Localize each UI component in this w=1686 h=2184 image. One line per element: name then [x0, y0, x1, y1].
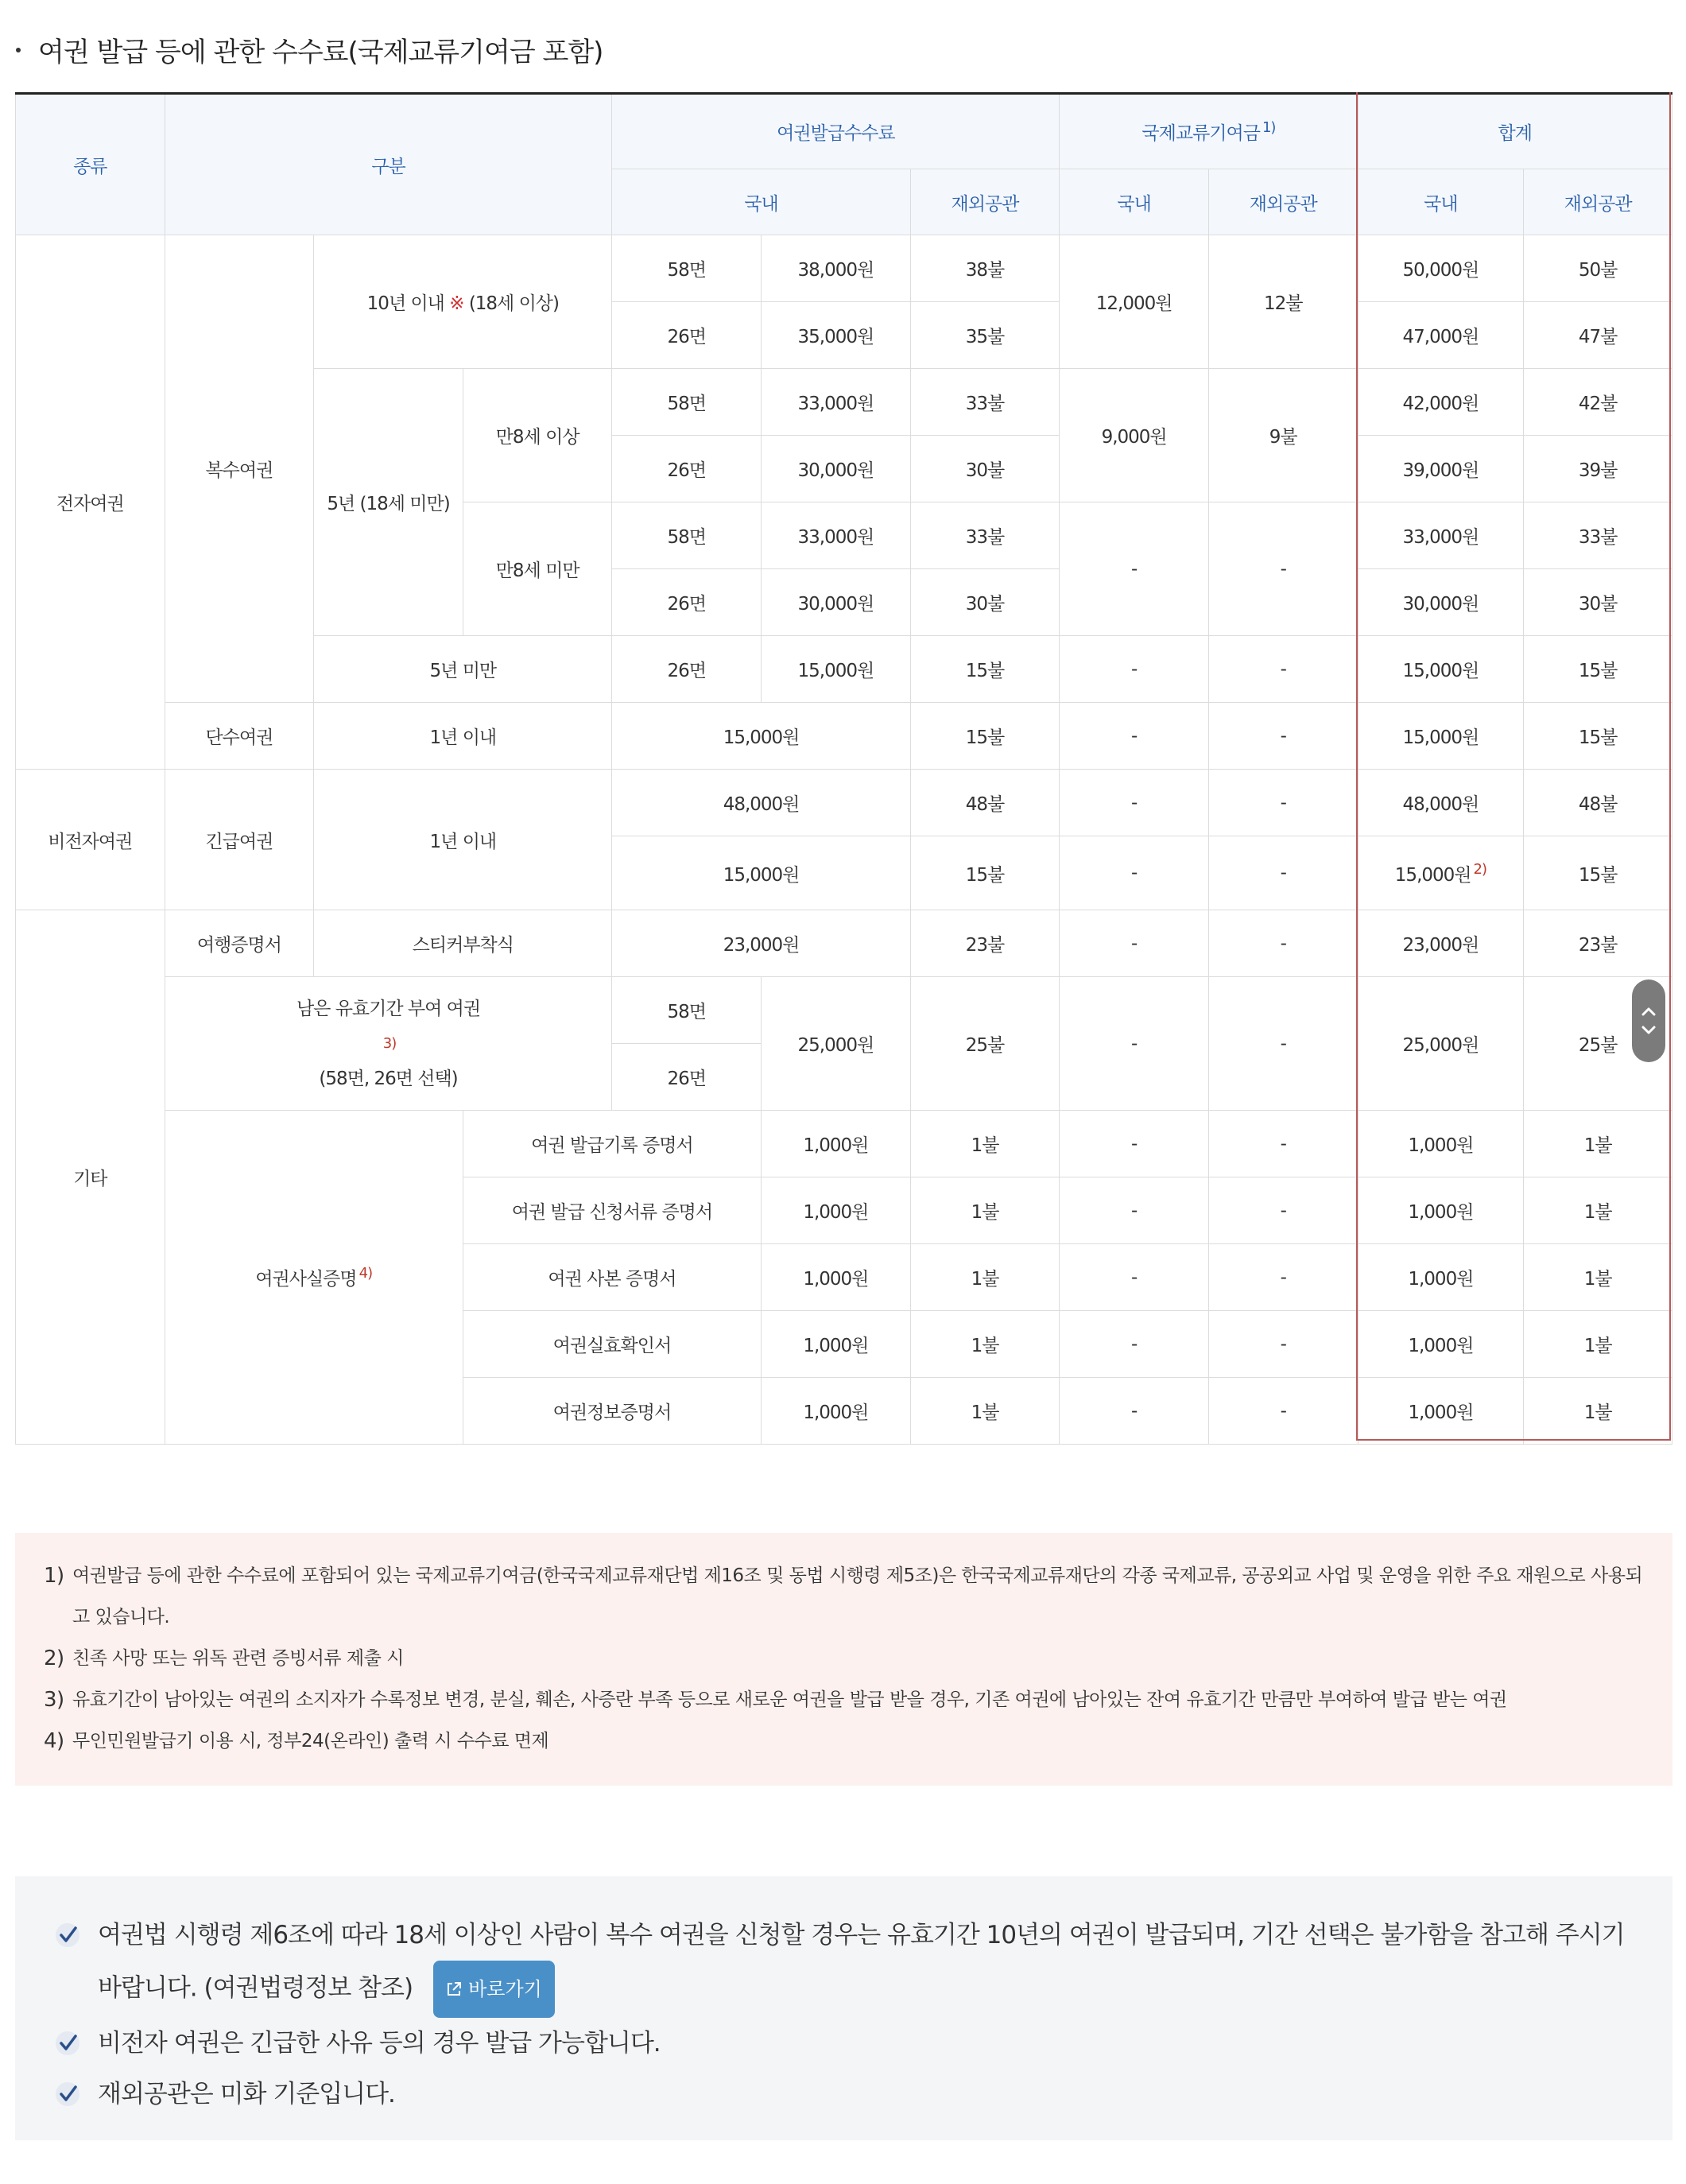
notice-item [53, 2018, 1641, 2069]
fee-domestic: 1,000원 [762, 1311, 911, 1378]
cert-name: 여권 발급 신청서류 증명서 [463, 1177, 761, 1244]
fee-overseas: 25불 [910, 977, 1060, 1111]
bullet-icon [16, 48, 21, 52]
notice-text [98, 1910, 1641, 2018]
table-row [16, 703, 1672, 770]
fee-domestic: 30,000원 [762, 436, 911, 502]
fee-overseas: 30불 [910, 569, 1060, 636]
sub-multiple: 복수여권 [165, 235, 314, 703]
total-overseas: 1불 [1524, 1378, 1672, 1445]
contrib-domestic: - [1060, 1311, 1209, 1378]
total-overseas: 42불 [1524, 369, 1672, 436]
table-row [16, 235, 1672, 302]
contrib-overseas: - [1208, 1378, 1358, 1445]
total-domestic: 30,000원 [1358, 569, 1524, 636]
total-domestic: 25,000원 [1358, 977, 1524, 1111]
fee-domestic: 38,000원 [762, 235, 911, 302]
footnote-text: 유효기간이 남아있는 여권의 소지자가 수록정보 변경, 분실, 훼손, 사증란 부족 등으로 새로운 여권을 발급 받을 경우, 기존 여권에 남아있는 잔여 유효기간 만큼만 부여하여 발급 받는 여권 [72, 1689, 1507, 1710]
pages-cell: 58면 [612, 235, 762, 302]
footnote-number: 2) [44, 1647, 64, 1670]
cert-name: 여권정보증명서 [463, 1378, 761, 1445]
header-fee-domestic: 국내 [612, 169, 910, 235]
check-icon [53, 2018, 98, 2069]
total-domestic: 1,000원 [1358, 1378, 1524, 1445]
total-overseas: 30불 [1524, 569, 1672, 636]
pages-cell: 58면 [612, 502, 762, 569]
fee-overseas: 30불 [910, 436, 1060, 502]
notice-text-content: 여권법 시행령 제6조에 따라 18세 이상인 사람이 복수 여권을 신청할 경우는 유효기간 10년의 여권이 발급되며, 기간 선택은 불가함을 참고해 주시기 바랍니다. (여권법령정보 참조) [98, 1921, 1625, 2003]
footnote-number: 1) [44, 1564, 64, 1588]
shortcut-button[interactable] [433, 1961, 555, 2018]
footnote-2 [44, 1638, 1649, 1679]
fee-overseas: 1불 [910, 1378, 1060, 1445]
contrib-domestic: - [1060, 910, 1209, 977]
contrib-overseas: - [1208, 1244, 1358, 1311]
chevron-down-icon[interactable] [1641, 1025, 1657, 1036]
total-domestic: 33,000원 [1358, 502, 1524, 569]
age-8-over: 만8세 이상 [463, 369, 612, 502]
total-domestic: 1,000원 [1358, 1244, 1524, 1311]
footnotes-box [15, 1533, 1672, 1786]
check-icon [53, 2069, 98, 2120]
header-fee-overseas: 재외공관 [910, 169, 1060, 235]
fee-overseas: 1불 [910, 1111, 1060, 1177]
remaining-label: 남은 유효기간 부여 여권 [296, 998, 481, 1019]
header-total: 합계 [1358, 94, 1672, 169]
contrib-domestic: - [1060, 1244, 1209, 1311]
fee-domestic: 35,000원 [762, 302, 911, 369]
pages-cell: 26면 [612, 302, 762, 369]
total-overseas: 23불 [1524, 910, 1672, 977]
fee-domestic: 1,000원 [762, 1111, 911, 1177]
header-type: 종류 [16, 94, 165, 235]
footnote-text: 친족 사망 또는 위독 관련 증빙서류 제출 시 [72, 1648, 404, 1669]
total-domestic: 50,000원 [1358, 235, 1524, 302]
total-overseas: 15불 [1524, 836, 1672, 910]
period-under5: 5년 미만 [314, 636, 612, 703]
total-overseas: 15불 [1524, 703, 1672, 770]
contrib-overseas: 12불 [1208, 235, 1358, 369]
total-domestic-value: 15,000원 [1394, 864, 1471, 886]
period-5y: 5년 (18세 미만) [314, 369, 463, 636]
period-10y-age: (18세 이상) [468, 293, 559, 314]
contrib-domestic: - [1060, 636, 1209, 703]
total-domestic [1358, 836, 1524, 910]
header-contrib [1060, 94, 1358, 169]
fee-overseas: 1불 [910, 1244, 1060, 1311]
contrib-domestic: - [1060, 1177, 1209, 1244]
fee-domestic: 1,000원 [762, 1378, 911, 1445]
age-8-under: 만8세 미만 [463, 502, 612, 636]
section-title [13, 30, 603, 69]
contrib-domestic: 9,000원 [1060, 369, 1209, 502]
header-fee: 여권발급수수료 [612, 94, 1060, 169]
contrib-overseas: - [1208, 977, 1358, 1111]
footnote-number: 3) [44, 1688, 64, 1712]
notice-item [53, 1910, 1641, 2018]
remaining-line-1 [169, 991, 609, 1061]
external-link-icon [446, 1981, 462, 1997]
total-domestic: 42,000원 [1358, 369, 1524, 436]
fee-overseas: 38불 [910, 235, 1060, 302]
contrib-overseas: - [1208, 703, 1358, 770]
fee-domestic: 15,000원 [612, 703, 910, 770]
sub-travel-cert: 여행증명서 [165, 910, 314, 977]
footnote-number: 4) [44, 1729, 64, 1753]
sticker-type: 스티커부착식 [314, 910, 612, 977]
cert-name: 여권실효확인서 [463, 1311, 761, 1378]
contrib-domestic: - [1060, 1378, 1209, 1445]
contrib-overseas: - [1208, 1111, 1358, 1177]
fee-domestic: 30,000원 [762, 569, 911, 636]
fee-domestic: 33,000원 [762, 369, 911, 436]
total-domestic: 15,000원 [1358, 636, 1524, 703]
footnote-3 [44, 1679, 1649, 1720]
cert-name: 여권 발급기록 증명서 [463, 1111, 761, 1177]
fee-overseas: 15불 [910, 703, 1060, 770]
reference-mark: ※ [449, 293, 464, 314]
fee-domestic: 1,000원 [762, 1177, 911, 1244]
check-icon [53, 1910, 98, 1961]
scroll-buttons[interactable] [1632, 980, 1665, 1062]
contrib-overseas: - [1208, 1177, 1358, 1244]
footnote-ref-4[interactable]: 4) [359, 1265, 373, 1282]
total-overseas: 15불 [1524, 636, 1672, 703]
fee-domestic: 23,000원 [612, 910, 910, 977]
total-domestic: 39,000원 [1358, 436, 1524, 502]
contrib-overseas: - [1208, 636, 1358, 703]
total-domestic: 1,000원 [1358, 1177, 1524, 1244]
fee-overseas: 48불 [910, 770, 1060, 836]
sub-single: 단수여권 [165, 703, 314, 770]
chevron-up-icon[interactable] [1641, 1006, 1657, 1017]
contrib-domestic: - [1060, 703, 1209, 770]
period-10y-label: 10년 이내 [366, 293, 444, 314]
table-row [16, 910, 1672, 977]
fee-domestic: 33,000원 [762, 502, 911, 569]
contrib-domestic: - [1060, 977, 1209, 1111]
notice-box [15, 1876, 1672, 2140]
fact-cert-label: 여권사실증명 [255, 1269, 357, 1290]
fee-overseas: 33불 [910, 369, 1060, 436]
fee-domestic: 48,000원 [612, 770, 910, 836]
total-overseas: 25불 [1524, 977, 1672, 1111]
total-domestic: 15,000원 [1358, 703, 1524, 770]
total-overseas: 1불 [1524, 1244, 1672, 1311]
fee-domestic: 15,000원 [612, 836, 910, 910]
pages-cell: 58면 [612, 369, 762, 436]
header-contrib-domestic: 국내 [1060, 169, 1209, 235]
footnote-1 [44, 1555, 1649, 1638]
contrib-overseas: - [1208, 502, 1358, 636]
total-domestic: 1,000원 [1358, 1311, 1524, 1378]
contrib-domestic: - [1060, 770, 1209, 836]
period-1y: 1년 이내 [314, 703, 612, 770]
notice-text: 비전자 여권은 긴급한 사유 등의 경우 발급 가능합니다. [98, 2029, 661, 2058]
header-contrib-label: 국제교류기여금 [1141, 123, 1260, 144]
fee-overseas: 1불 [910, 1177, 1060, 1244]
pages-cell: 26면 [612, 436, 762, 502]
fee-table [15, 92, 1672, 1445]
footnote-ref-3[interactable]: 3) [382, 1034, 397, 1052]
contrib-domestic: - [1060, 502, 1209, 636]
contrib-overseas: - [1208, 836, 1358, 910]
pages-cell: 58면 [612, 977, 762, 1044]
remaining-validity-passport [165, 977, 612, 1111]
fee-domestic: 25,000원 [762, 977, 911, 1111]
footnote-ref-2[interactable]: 2) [1473, 860, 1486, 878]
section-title-text: 여권 발급 등에 관한 수수료(국제교류기여금 포함) [38, 37, 603, 68]
total-overseas: 33불 [1524, 502, 1672, 569]
notice-text: 재외공관은 미화 기준입니다. [98, 2080, 395, 2108]
total-domestic: 47,000원 [1358, 302, 1524, 369]
fee-domestic: 1,000원 [762, 1244, 911, 1311]
total-overseas: 48불 [1524, 770, 1672, 836]
footnote-4 [44, 1720, 1649, 1762]
total-overseas: 47불 [1524, 302, 1672, 369]
contrib-overseas: - [1208, 910, 1358, 977]
table-row [16, 1111, 1672, 1177]
period-10y [314, 235, 612, 369]
fee-overseas: 35불 [910, 302, 1060, 369]
footnote-text: 무인민원발급기 이용 시, 정부24(온라인) 출력 시 수수료 면제 [72, 1731, 549, 1751]
shortcut-label: 바로가기 [468, 1978, 542, 2000]
header-total-domestic: 국내 [1358, 169, 1524, 235]
total-overseas: 50불 [1524, 235, 1672, 302]
fact-cert [165, 1111, 463, 1445]
fee-overseas: 15불 [910, 836, 1060, 910]
total-overseas: 1불 [1524, 1111, 1672, 1177]
footnote-ref-1[interactable]: 1) [1262, 119, 1276, 137]
fee-overseas: 33불 [910, 502, 1060, 569]
sub-emergency: 긴급여권 [165, 770, 314, 910]
type-electronic: 전자여권 [16, 235, 165, 770]
contrib-domestic: - [1060, 836, 1209, 910]
contrib-overseas: - [1208, 1311, 1358, 1378]
total-overseas: 1불 [1524, 1177, 1672, 1244]
header-contrib-overseas: 재외공관 [1208, 169, 1358, 235]
pages-cell: 26면 [612, 569, 762, 636]
total-domestic: 48,000원 [1358, 770, 1524, 836]
total-overseas: 39불 [1524, 436, 1672, 502]
notice-item [53, 2069, 1641, 2120]
fee-overseas: 15불 [910, 636, 1060, 703]
remaining-line-2: (58면, 26면 선택) [319, 1068, 458, 1089]
total-domestic: 23,000원 [1358, 910, 1524, 977]
contrib-domestic: 12,000원 [1060, 235, 1209, 369]
fee-overseas: 1불 [910, 1311, 1060, 1378]
table-row [16, 770, 1672, 836]
header-total-overseas: 재외공관 [1524, 169, 1672, 235]
total-overseas: 1불 [1524, 1311, 1672, 1378]
contrib-overseas: 9불 [1208, 369, 1358, 502]
contrib-domestic: - [1060, 1111, 1209, 1177]
table-row [16, 977, 1672, 1044]
contrib-overseas: - [1208, 770, 1358, 836]
fee-overseas: 23불 [910, 910, 1060, 977]
footnote-text: 여권발급 등에 관한 수수료에 포함되어 있는 국제교류기여금(한국국제교류재단법 제16조 및 동법 시행령 제5조)은 한국국제교류재단의 각종 국제교류, 공공외교 사업 및 운영을 위한 주요 재원으로 사용되고 있습니다. [72, 1565, 1643, 1627]
period-1y: 1년 이내 [314, 770, 612, 910]
type-non-electronic: 비전자여권 [16, 770, 165, 910]
fee-domestic: 15,000원 [762, 636, 911, 703]
cert-name: 여권 사본 증명서 [463, 1244, 761, 1311]
total-domestic: 1,000원 [1358, 1111, 1524, 1177]
header-category: 구분 [165, 94, 612, 235]
pages-cell: 26면 [612, 1044, 762, 1111]
pages-cell: 26면 [612, 636, 762, 703]
type-other: 기타 [16, 910, 165, 1445]
